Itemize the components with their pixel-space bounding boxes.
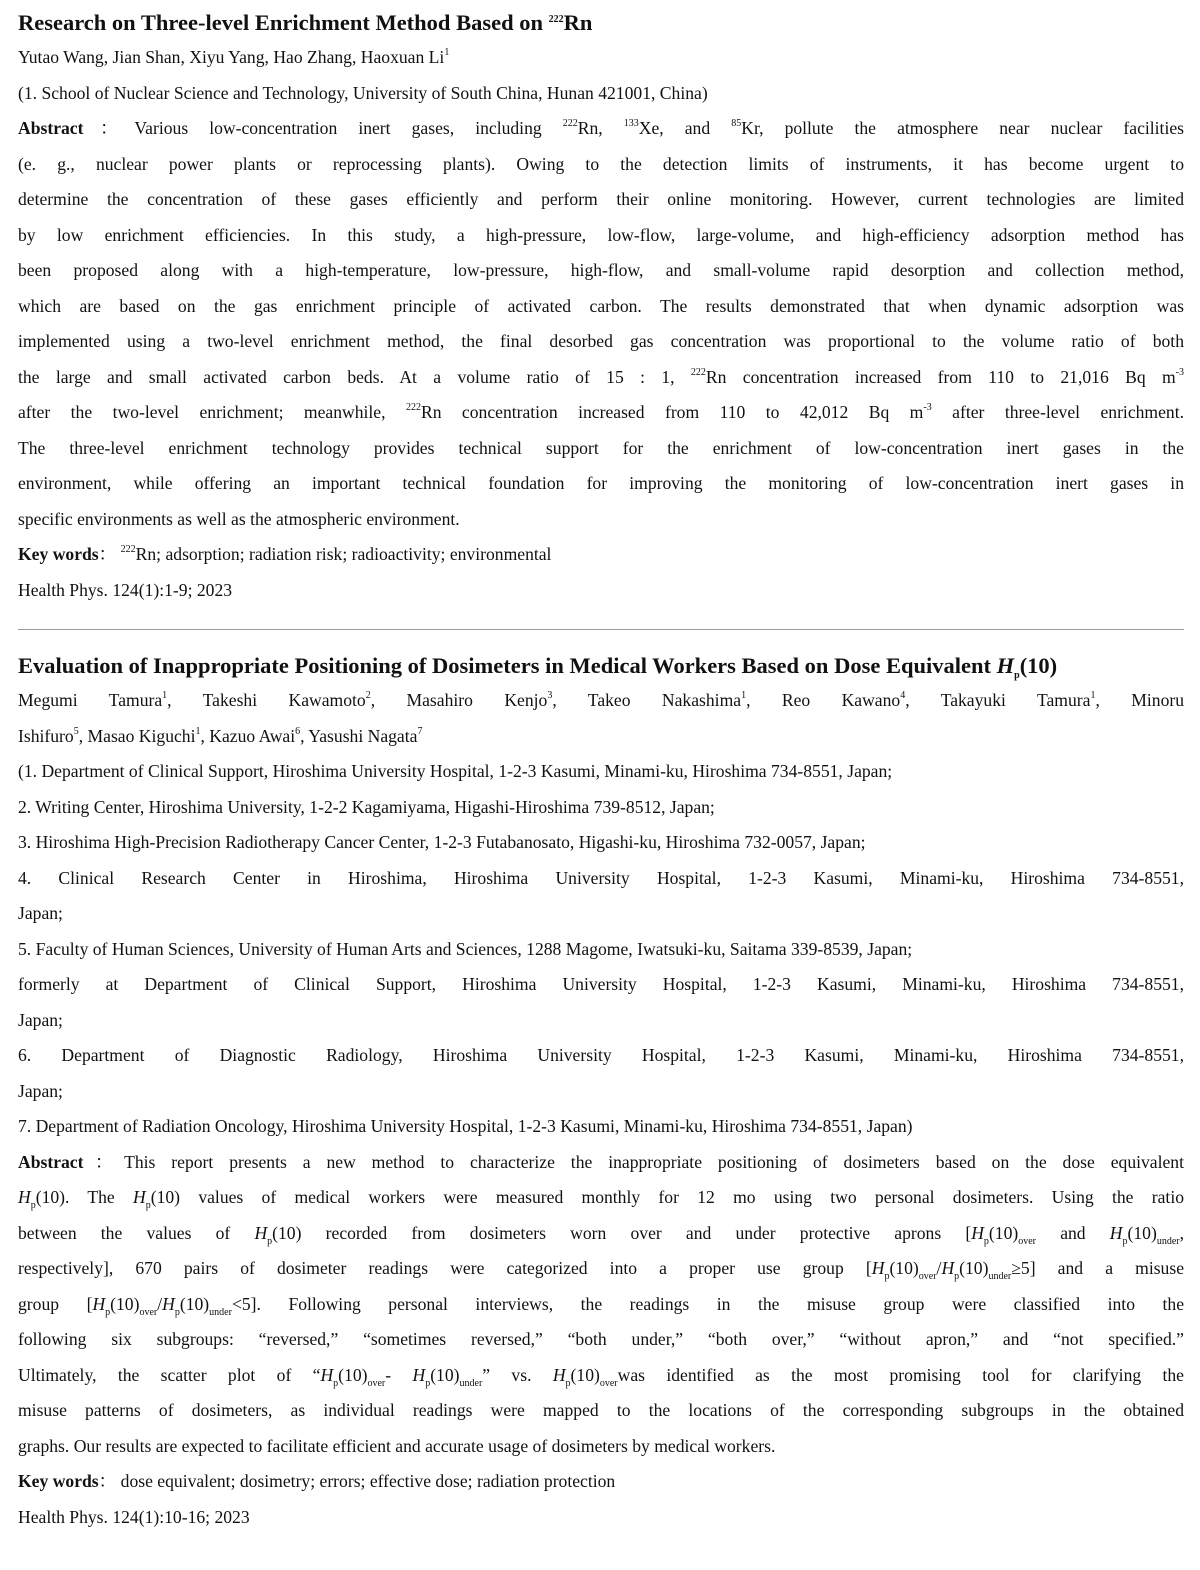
author-name: Masao Kiguchi: [87, 725, 196, 746]
author-name: Takayuki Tamura: [940, 690, 1091, 710]
abstract-text: Rn concentration increased from 110 to 21,016 Bq m: [705, 366, 1176, 387]
keywords-colon: ：: [98, 544, 121, 564]
abstract-line: misuse patterns of dosimeters, as individual readings were mapped to the locations of the corresponding subgroups in the obtained: [18, 1400, 1184, 1420]
abstract-text: (10): [959, 1258, 989, 1278]
article-1-title: [18, 6, 1184, 40]
isotope-mass: 222: [690, 366, 706, 378]
article-2-authors-line-2: Ishifuro$^5$, Masao Kiguchi$^1$, Kazuo Awai$^6$, Yasushi Nagata$^7$: [18, 725, 423, 746]
affiliation-line: 5. Faculty of Human Sciences, University of Human Arts and Sciences, 1288 Magome, Iwatsuki-ku, Saitama 339-8539, Japan;: [18, 938, 913, 959]
author-name: Ishifuro: [18, 725, 74, 746]
keywords-text: Rn; adsorption; radiation risk; radioactivity; environmental: [135, 544, 552, 564]
subscript-over: over: [599, 1377, 618, 1389]
author-name: Reo Kawano: [781, 690, 901, 710]
unit-exponent: -3: [1175, 366, 1184, 378]
abstract-line: [18, 111, 1184, 147]
author-affiliation-mark: 1: [162, 690, 168, 701]
article-2-authors-line-1: Megumi Tamura$^1$, Takeshi Kawamoto$^2$, Masahiro Kenjo$^3$, Takeo Nakashima$^1$, Reo Kawano$^4$, Takayuki Tamura$^1$, Minoru: [18, 690, 1185, 710]
symbol-sub-p: p: [425, 1377, 431, 1389]
article-2-citation: Health Phys. 124(1):10-16; 2023: [18, 1506, 250, 1527]
symbol-sub-p: p: [267, 1235, 273, 1247]
authors-text: Yutao Wang, Jian Shan, Xiyu Yang, Hao Zhang, Haoxuan Li: [18, 47, 445, 67]
symbol-h: H: [92, 1293, 106, 1314]
affiliation-line: (1. Department of Clinical Support, Hiroshima University Hospital, 1-2-3 Kasumi, Minami-ku, Hiroshima 734-8551, Japan;: [18, 761, 893, 781]
author-name: Takeshi Kawamoto: [202, 690, 366, 710]
symbol-h: H: [254, 1222, 268, 1243]
symbol-sub-p: p: [884, 1271, 890, 1282]
abstract-label: Abstract: [18, 118, 84, 138]
abstract-text: (10): [988, 1222, 1019, 1243]
abstract-line: [18, 1216, 1184, 1252]
abstract-line: following six subgroups: “reversed,” “sometimes reversed,” “both under,” “both over,” “without apron,” and “not specified.”: [18, 1329, 1184, 1349]
unit-exponent: -3: [923, 402, 932, 413]
subscript-over: over: [367, 1377, 386, 1389]
symbol-sub-p: p: [174, 1306, 180, 1318]
abstract-line: [18, 1145, 1184, 1181]
abstract-text: ” vs.: [482, 1364, 553, 1385]
subscript-under: under: [988, 1271, 1012, 1282]
abstract-text: (10). The: [35, 1187, 134, 1207]
author-name: Takeo Nakashima: [587, 690, 742, 710]
subscript-over: over: [918, 1271, 937, 1282]
abstract-line: [18, 1180, 1184, 1216]
symbol-h: H: [941, 1258, 955, 1278]
symbol-h: H: [18, 1187, 31, 1207]
abstract-text: (10): [430, 1364, 460, 1385]
article-1-citation: Health Phys. 124(1):1-9; 2023: [18, 579, 233, 600]
title-text-end: (10): [1019, 653, 1058, 678]
page: [18, 6, 1184, 1535]
symbol-sub-p: p: [954, 1271, 960, 1282]
abstract-text: Kr, pollute the atmosphere near nuclear facilities: [741, 118, 1184, 138]
article-2-abstract: [18, 1145, 1184, 1465]
keywords-text: dose equivalent; dosimetry; errors; effective dose; radiation protection: [120, 1471, 616, 1491]
symbol-h: H: [162, 1293, 175, 1314]
affiliation-line: 3. Hiroshima High-Precision Radiotherapy Cancer Center, 1-2-3 Futabanosato, Higashi-ku, Hiroshima 732-0057, Japan;: [18, 832, 866, 852]
abstract-text: -: [385, 1364, 413, 1385]
author-name: Minoru: [1131, 690, 1185, 710]
abstract-text: (10): [338, 1364, 368, 1385]
keywords-colon: ：: [98, 1471, 121, 1491]
title-symbol: H: [996, 653, 1015, 678]
abstract-line: [18, 395, 1184, 431]
author-name: Megumi Tamura: [18, 690, 163, 710]
author-name: Yasushi Nagata: [308, 725, 418, 746]
affiliation-line: Japan;: [18, 903, 63, 923]
abstract-text: (10) recorded from dosimeters worn over and under protective aprons [: [272, 1222, 972, 1243]
abstract-text: Xe, and: [638, 118, 732, 138]
affiliation-line: formerly at Department of Clinical Support, Hiroshima University Hospital, 1-2-3 Kasumi, Minami-ku, Hiroshima 734-8551,: [18, 974, 1184, 994]
article-1-affiliation: (1. School of Nuclear Science and Technology, University of South China, Hunan 421001, China): [18, 82, 708, 103]
abstract-line: which are based on the gas enrichment principle of activated carbon. The results demonstrated that when dynamic adsorption was: [18, 295, 1184, 316]
abstract-line: graphs. Our results are expected to facilitate efficient and accurate usage of dosimeters by medical workers.: [18, 1435, 776, 1456]
abstract-text: (10): [110, 1293, 140, 1314]
abstract-text: ：Various low-concentration inert gases, including: [83, 118, 563, 138]
article-2-title: [18, 649, 1184, 683]
symbol-sub-p: p: [145, 1200, 151, 1211]
symbol-h: H: [871, 1258, 885, 1278]
symbol-sub-p: p: [1122, 1235, 1128, 1247]
title-subscript: p: [1014, 670, 1020, 681]
author-affiliation-mark: 1: [741, 690, 747, 701]
article-2-keywords: [18, 1464, 1184, 1500]
abstract-text: <5]. Following personal interviews, the readings in the misuse group were classified into the: [231, 1293, 1185, 1314]
abstract-text: (10): [889, 1258, 919, 1278]
abstract-line: determine the concentration of these gases efficiently and perform their online monitoring. However, current technologies are limited: [18, 189, 1184, 209]
subscript-over: over: [1018, 1235, 1037, 1247]
symbol-sub-p: p: [30, 1200, 36, 1211]
abstract-text: (10) values of medical workers were measured monthly for 12 mo using two personal dosimeters. Using the ratio: [150, 1187, 1184, 1207]
affiliation-line: Japan;: [18, 1080, 63, 1101]
symbol-h: H: [133, 1187, 146, 1207]
author-name: Kazuo Awai: [209, 725, 296, 746]
title-text: Evaluation of Inappropriate Positioning of Dosimeters in Medical Workers Based on Dose Equivalent: [18, 653, 997, 678]
abstract-line: by low enrichment efficiencies. In this study, a high-pressure, low-flow, large-volume, and high-efficiency adsorption method has: [18, 224, 1184, 245]
keywords-label: Key words: [18, 544, 99, 564]
abstract-text: /: [157, 1293, 163, 1314]
abstract-text: was identified as the most promising tool for clarifying the: [617, 1364, 1184, 1385]
abstract-text: Rn,: [577, 118, 624, 138]
article-2: [18, 649, 1184, 1535]
abstract-line: environment, while offering an important technical foundation for improving the monitoring of low-concentration inert gases in: [18, 473, 1184, 493]
isotope-mass: 85: [731, 118, 742, 129]
symbol-sub-p: p: [983, 1235, 989, 1247]
author-affiliation-mark: 1: [1090, 690, 1096, 701]
section-divider: [18, 629, 1184, 630]
affiliation-line: 7. Department of Radiation Oncology, Hiroshima University Hospital, 1-2-3 Kasumi, Minami-ku, Hiroshima 734-8551, Japan): [18, 1116, 913, 1136]
author-affiliation-mark: 3: [547, 690, 553, 701]
abstract-line: specific environments as well as the atmospheric environment.: [18, 508, 460, 529]
abstract-line: [18, 1287, 1184, 1323]
abstract-text: and: [1036, 1222, 1110, 1243]
abstract-text: Ultimately, the scatter plot of “: [18, 1364, 321, 1385]
abstract-line: implemented using a two-level enrichment method, the final desorbed gas concentration was proportional to the volume ratio of both: [18, 331, 1184, 351]
symbol-h: H: [971, 1222, 984, 1243]
author-affiliation-mark: 4: [900, 690, 906, 701]
abstract-line: been proposed along with a high-temperature, low-pressure, high-flow, and small-volume rapid desorption and collection method,: [18, 260, 1184, 280]
abstract-text: respectively], 670 pairs of dosimeter readings were categorized into a proper use group [: [18, 1258, 872, 1278]
title-text: Research on Three-level Enrichment Method Based on: [18, 10, 549, 35]
isotope-mass: 222: [405, 402, 421, 413]
abstract-line: [18, 1251, 1184, 1287]
affiliation-line: 6. Department of Diagnostic Radiology, Hiroshima University Hospital, 1-2-3 Kasumi, Minami-ku, Hiroshima 734-8551,: [18, 1045, 1184, 1065]
article-1-authors: [18, 40, 1184, 76]
title-superscript: 222: [548, 14, 564, 25]
affiliation-line: 2. Writing Center, Hiroshima University, 1-2-2 Kagamiyama, Higashi-Hiroshima 739-8512, Japan;: [18, 796, 715, 817]
author-affiliation-mark: 1: [195, 725, 201, 737]
symbol-sub-p: p: [565, 1377, 571, 1389]
subscript-under: under: [459, 1377, 483, 1389]
article-2-affiliations: [18, 754, 1184, 1145]
author-affiliation-mark: 7: [417, 725, 423, 737]
symbol-h: H: [412, 1364, 426, 1385]
article-1-keywords: [18, 537, 1184, 573]
isotope-mass: 222: [562, 118, 578, 129]
keywords-label: Key words: [18, 1471, 99, 1491]
abstract-text: ：This report presents a new method to characterize the inappropriate positioning of dosimeters based on the dose equivalent: [83, 1151, 1184, 1172]
abstract-text: the large and small activated carbon beds. At a volume ratio of 15 : 1,: [18, 366, 691, 387]
abstract-text: ≥5] and a misuse: [1011, 1258, 1185, 1278]
article-1: [18, 6, 1184, 608]
author-affiliation-mark: 6: [295, 725, 301, 737]
abstract-text: (10): [570, 1364, 600, 1385]
abstract-label: Abstract: [18, 1151, 84, 1172]
abstract-text: group [: [18, 1293, 93, 1314]
symbol-sub-p: p: [333, 1377, 339, 1389]
symbol-h: H: [1109, 1222, 1123, 1243]
title-text-end: Rn: [563, 10, 593, 35]
symbol-sub-p: p: [105, 1306, 111, 1318]
abstract-text: (10): [1127, 1222, 1157, 1243]
abstract-text: ,: [1179, 1222, 1184, 1243]
abstract-text: between the values of: [18, 1222, 255, 1243]
subscript-under: under: [209, 1306, 232, 1318]
subscript-over: over: [139, 1306, 158, 1318]
abstract-text: (10): [179, 1293, 210, 1314]
abstract-line: [18, 360, 1184, 396]
abstract-line: (e. g., nuclear power plants or reprocessing plants). Owing to the detection limits of instruments, it has become urgent to: [18, 153, 1184, 174]
affiliation-line: 4. Clinical Research Center in Hiroshima, Hiroshima University Hospital, 1-2-3 Kasumi, Minami-ku, Hiroshima 734-8551,: [18, 867, 1184, 888]
article-1-abstract: [18, 111, 1184, 537]
abstract-text: /: [936, 1258, 942, 1278]
abstract-line: The three-level enrichment technology provides technical support for the enrichment of low-concentration inert gases in the: [18, 437, 1184, 458]
author-affiliation-mark: 2: [365, 690, 371, 701]
abstract-text: after the two-level enrichment; meanwhile,: [18, 402, 406, 422]
author-affiliation-mark: 1: [444, 47, 450, 58]
symbol-h: H: [552, 1364, 566, 1385]
symbol-h: H: [320, 1364, 334, 1385]
affiliation-line: Japan;: [18, 1009, 63, 1030]
isotope-mass: 133: [623, 118, 639, 129]
subscript-under: under: [1156, 1235, 1180, 1247]
isotope-mass: 222: [120, 544, 136, 555]
abstract-text: Rn concentration increased from 110 to 42,012 Bq m: [420, 402, 924, 422]
abstract-text: after three-level enrichment.: [931, 402, 1184, 422]
abstract-line: [18, 1358, 1184, 1394]
author-affiliation-mark: 5: [73, 725, 79, 737]
author-name: Masahiro Kenjo: [406, 690, 548, 710]
